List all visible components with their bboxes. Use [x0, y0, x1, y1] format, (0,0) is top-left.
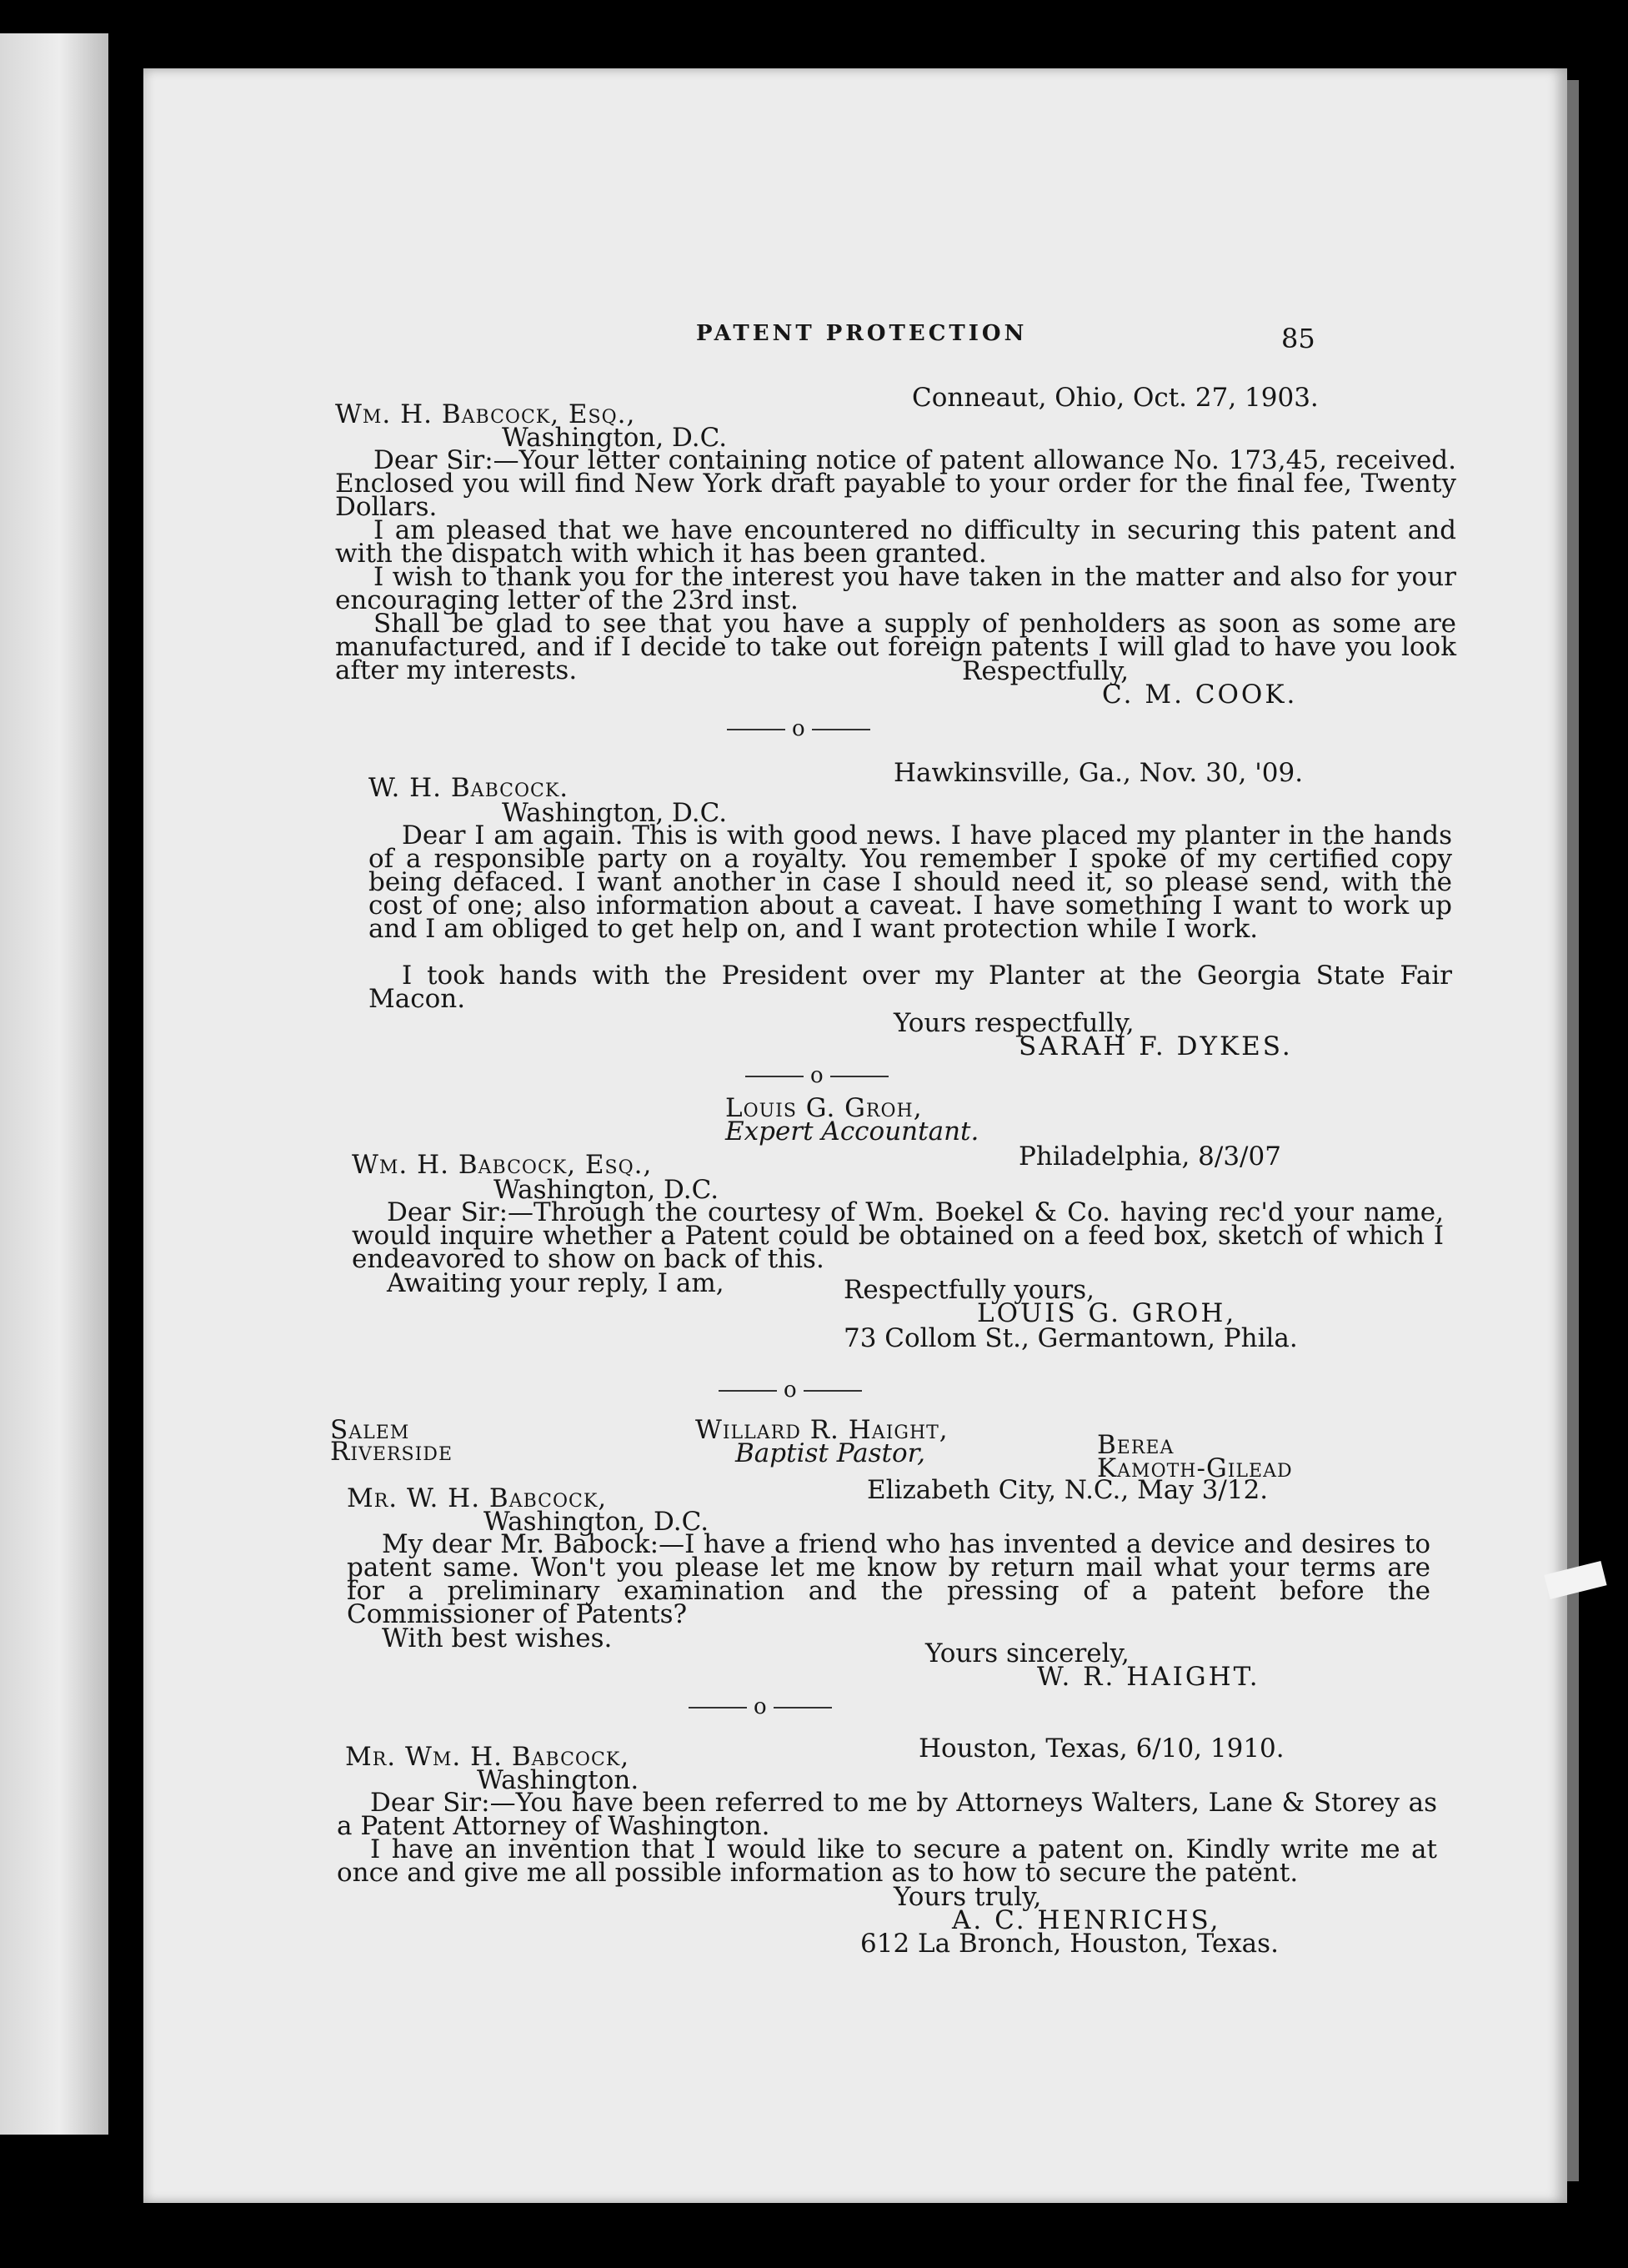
- section-separator: o: [719, 1377, 862, 1402]
- letter-city: Washington, D.C.: [493, 1175, 719, 1205]
- letter-paragraph: I have an invention that I would like to secure a patent on. Kindly write me at once and give me all possible information as to how to secure the patent.: [337, 1834, 1437, 1888]
- letterhead-left-line: Salem: [330, 1415, 410, 1445]
- letterhead-title: Baptist Pastor,: [735, 1438, 925, 1468]
- letterhead-right-line: Berea: [1097, 1430, 1175, 1460]
- letter-address: 73 Collom St., Germantown, Phila.: [844, 1323, 1298, 1353]
- letter-city: Washington.: [477, 1765, 639, 1795]
- letter-paragraph: I wish to thank you for the interest you have taken in the matter and also for your encouraging letter of the 23rd inst.: [335, 562, 1456, 615]
- letter-city: Washington, D.C.: [483, 1507, 709, 1537]
- letter-city: Washington, D.C.: [502, 798, 728, 828]
- section-separator: o: [745, 1063, 889, 1088]
- letter-paragraph: Dear Sir:—Through the courtesy of Wm. Boekel & Co. having rec'd your name, would inquire whether a Patent could be obtained on a feed box, sketch of which I endeavored to show on back of this.: [352, 1197, 1444, 1274]
- letter-closing: Yours truly,: [894, 1882, 1042, 1912]
- letterhead-name: Louis G. Groh,: [725, 1093, 923, 1123]
- letter-dateline: Houston, Texas, 6/10, 1910.: [919, 1734, 1285, 1764]
- letter-dateline: Conneaut, Ohio, Oct. 27, 1903.: [912, 383, 1319, 413]
- letter-dateline: Philadelphia, 8/3/07: [1019, 1142, 1281, 1172]
- page-edge-shadow: [1567, 80, 1579, 2181]
- letter-signature: SARAH F. DYKES.: [1019, 1031, 1293, 1061]
- letter-closing: Respectfully yours,: [844, 1275, 1095, 1305]
- letter-closing: Yours respectfully,: [894, 1008, 1135, 1038]
- letter-paragraph: Dear I am again. This is with good news. I have placed my planter in the hands of a responsible party on a royalty. You remember I spoke of my certified copy being defaced. I want another in case I should need it, so please send, with the cost of one; also information about a caveat. I have something I want to work up and I am obliged to get help on, and I want protection while I work.: [368, 820, 1452, 944]
- running-header-title: PATENT PROTECTION: [696, 321, 1028, 346]
- letter-address: 612 La Bronch, Houston, Texas.: [860, 1929, 1279, 1959]
- letter-signature: W. R. HAIGHT.: [1037, 1662, 1260, 1692]
- letter-signature: LOUIS G. GROH,: [977, 1298, 1237, 1328]
- letter-paragraph: Shall be glad to see that you have a supply of penholders as soon as some are manufactured, and if I decide to take out foreign patents I will glad to have you look after my interests.: [335, 609, 1456, 685]
- letter-paragraph: I am pleased that we have encountered no difficulty in securing this patent and with the dispatch with which it has been granted.: [335, 515, 1456, 569]
- letter-signature: C. M. COOK.: [1102, 680, 1298, 710]
- letter-closing: Yours sincerely,: [925, 1638, 1130, 1668]
- letter-paragraph: Dear Sir:—You have been referred to me by Attorneys Walters, Lane & Storey as a Patent Attorney of Washington.: [337, 1788, 1437, 1841]
- letter-paragraph: Awaiting your reply, I am,: [387, 1268, 724, 1298]
- document-page: [143, 68, 1567, 2203]
- page-number: 85: [1281, 323, 1315, 354]
- section-separator: o: [689, 1694, 832, 1719]
- adjacent-page-edge: [0, 33, 108, 2135]
- letter-addressee: Mr. Wm. H. Babcock,: [345, 1742, 630, 1772]
- letterhead-left-line: Riverside: [330, 1437, 453, 1467]
- letterhead-right-line: Kamoth-Gilead: [1097, 1453, 1293, 1483]
- letter-addressee: Mr. W. H. Babcock,: [347, 1483, 608, 1513]
- letter-signature: A. C. HENRICHS,: [952, 1905, 1221, 1935]
- letter-paragraph: With best wishes.: [382, 1623, 613, 1653]
- letter-dateline: Hawkinsville, Ga., Nov. 30, '09.: [894, 758, 1304, 788]
- letter-paragraph: I took hands with the President over my Planter at the Georgia State Fair Macon.: [368, 961, 1452, 1014]
- letter-paragraph: My dear Mr. Babock:—I have a friend who has invented a device and desires to patent same. Won't you please let me know by return mail what your terms are for a preliminary examination and the pressing of a patent before the Commissioner of Patents?: [347, 1529, 1430, 1629]
- letterhead-title: Expert Accountant.: [725, 1116, 979, 1147]
- letter-closing: Respectfully,: [962, 656, 1130, 686]
- letter-addressee: W. H. Babcock.: [368, 773, 569, 803]
- letter-dateline: Elizabeth City, N.C., May 3/12.: [867, 1475, 1269, 1505]
- letter-city: Washington, D.C.: [502, 423, 728, 453]
- letterhead-name: Willard R. Haight,: [695, 1415, 949, 1445]
- letter-paragraph: Dear Sir:—Your letter containing notice of patent allowance No. 173,45, received. Enclosed you will find New York draft payable to your order for the final fee, Twenty Dollars.: [335, 445, 1456, 522]
- letter-addressee: Wm. H. Babcock, Esq.,: [352, 1150, 653, 1180]
- letter-addressee: Wm. H. Babcock, Esq.,: [335, 399, 636, 429]
- section-separator: o: [727, 716, 870, 741]
